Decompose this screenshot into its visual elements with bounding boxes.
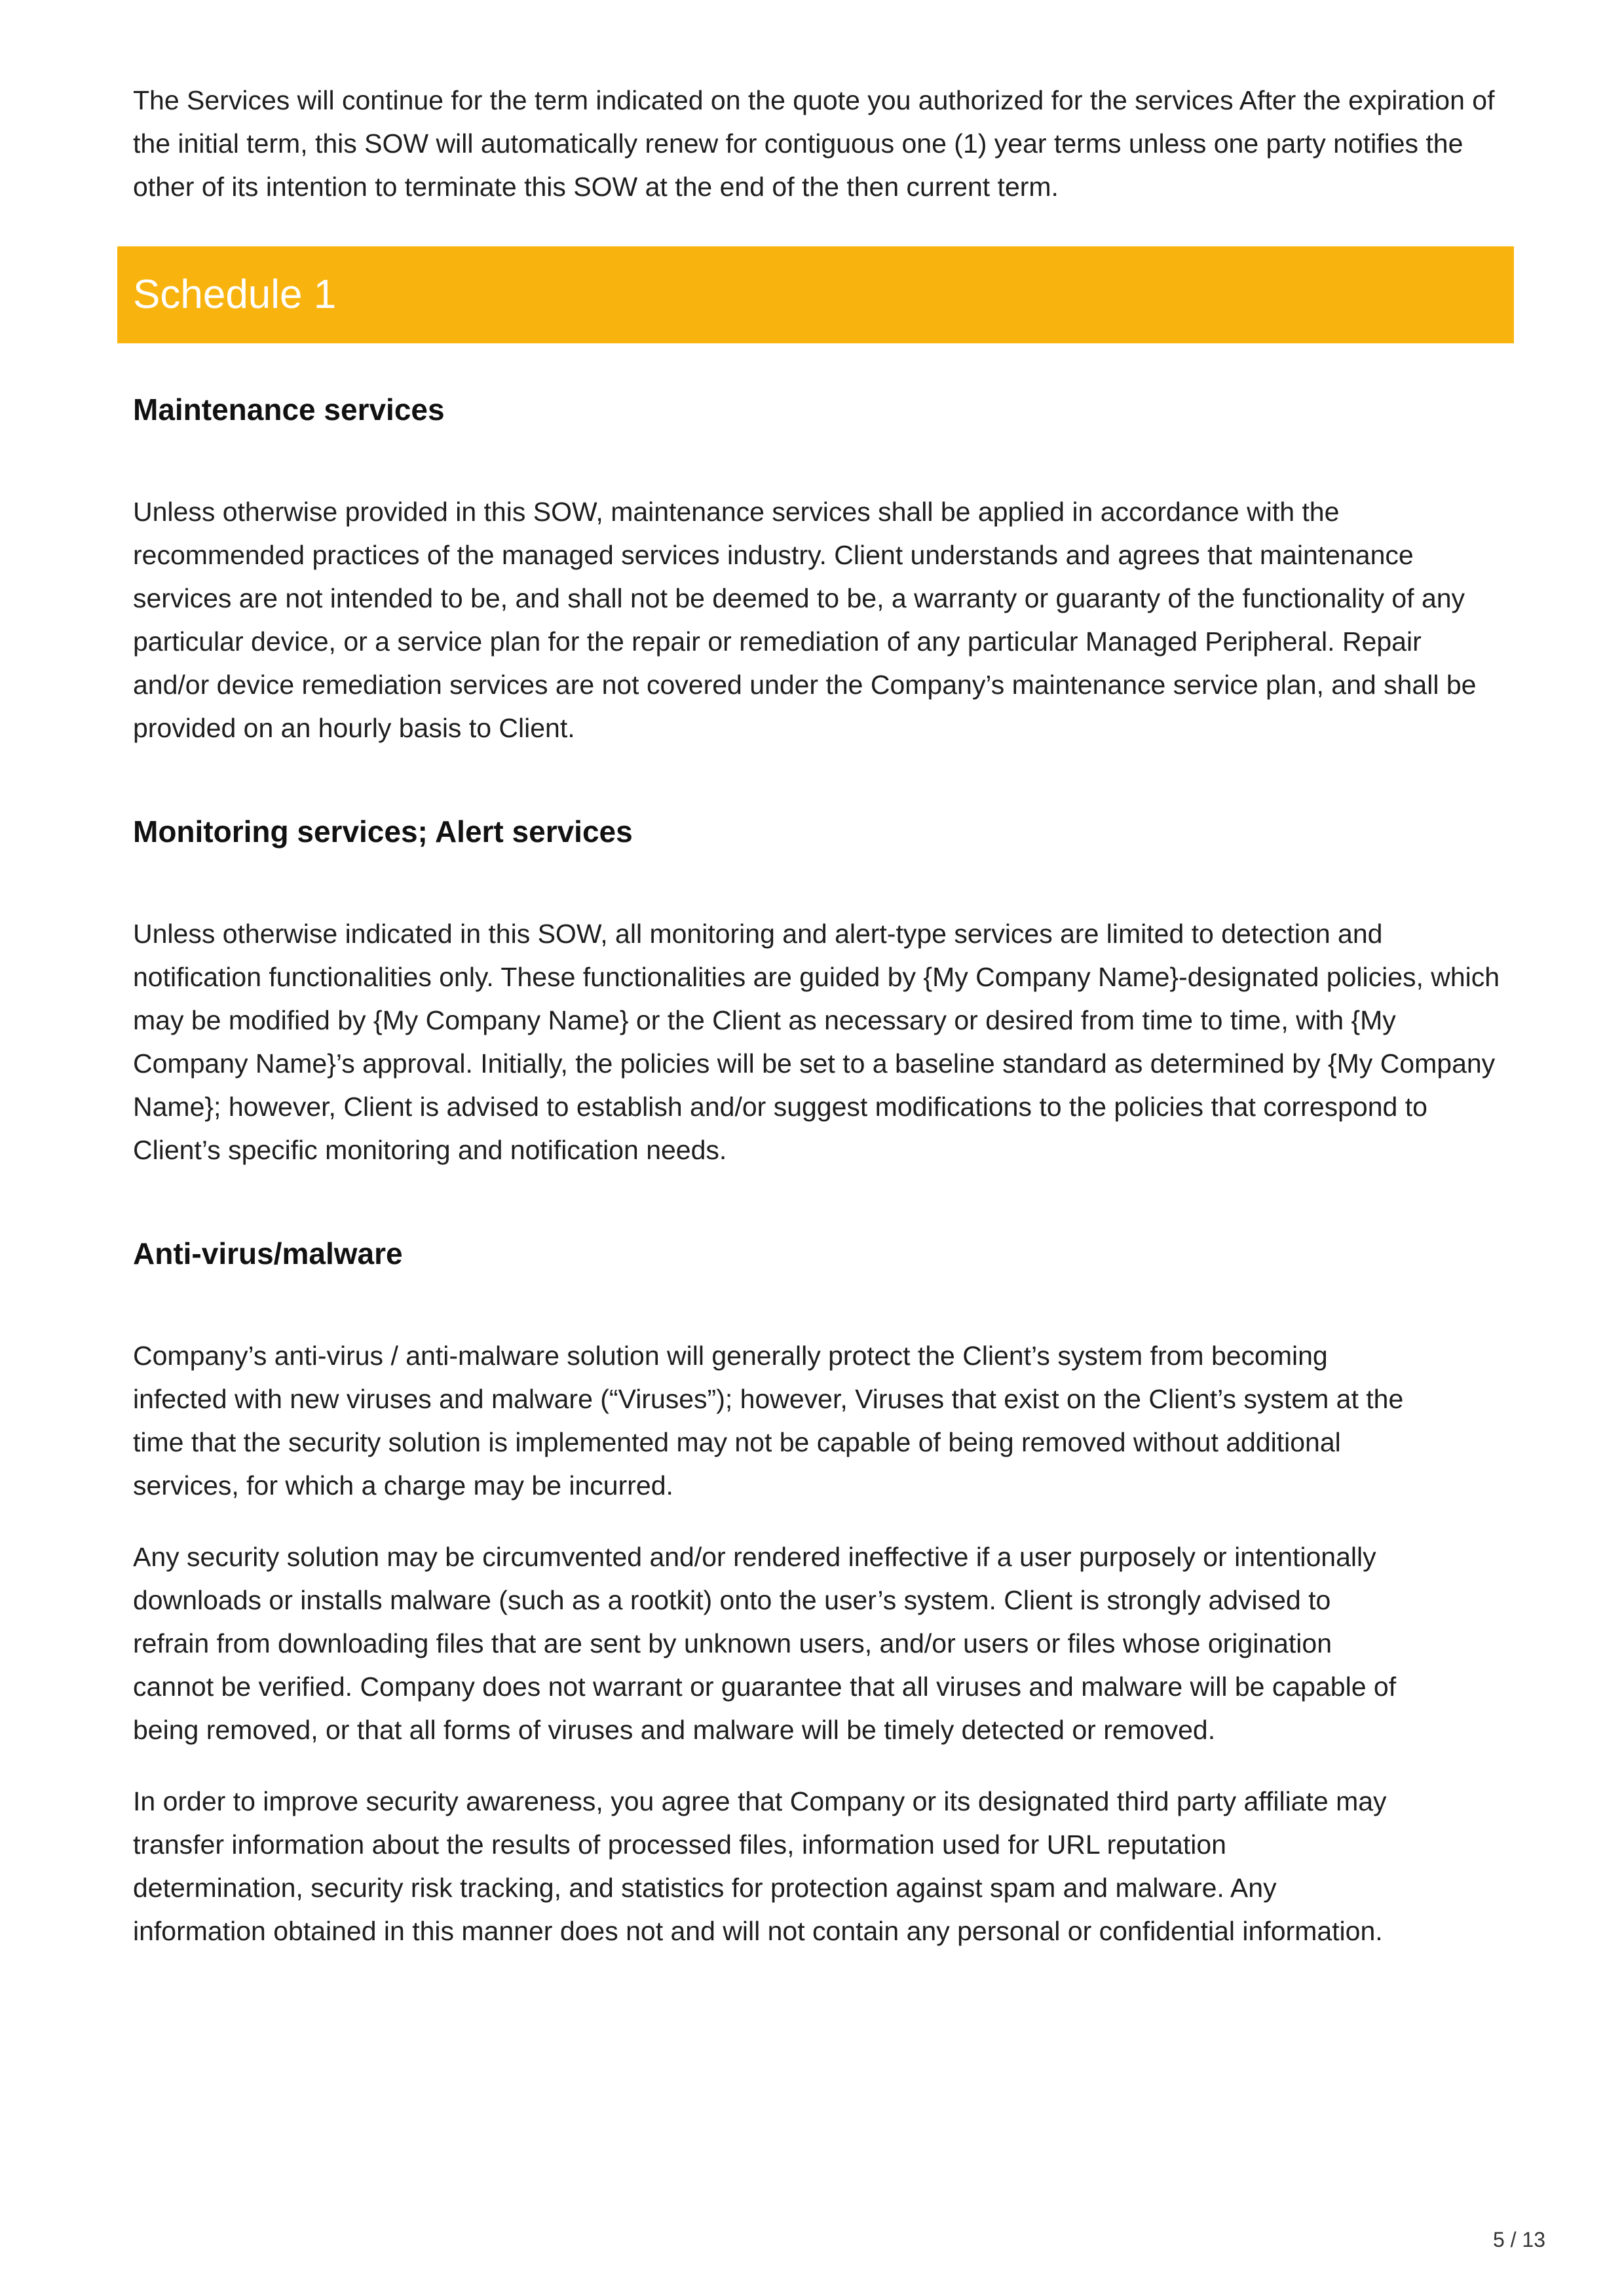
- antivirus-paragraph-2-block: [133, 1535, 1404, 1751]
- section-heading-maintenance: Maintenance services: [133, 392, 445, 427]
- intro-paragraph: The Services will continue for the term indicated on the quote you authorized for the services After the expiration of the initial term, this SOW will automatically renew for contiguous one (1) year terms unless one party notifies the other of its intention to terminate this SOW at the end of the then current term.: [133, 85, 1495, 202]
- antivirus-paragraph-3-block: [133, 1780, 1404, 1953]
- monitoring-paragraph: Unless otherwise indicated in this SOW, all monitoring and alert-type services are limited to detection and notification functionalities only. These functionalities are guided by {My Company Name}-designated policies, which may be modified by {My Company Name} or the Client as necessary or desired from time to time, with {My Company Name}’s approval. Initially, the policies will be set to a baseline standard as determined by {My Company Name}; however, Client is advised to establish and/or suggest modifications to the policies that correspond to Client’s specific monitoring and notification needs.: [133, 919, 1500, 1165]
- antivirus-paragraph: Company’s anti-virus / anti-malware solution will generally protect the Client’s system from becoming infected with new viruses and malware (“Viruses”); however, Viruses that exist on the Client’s system at the time that the security solution is implemented may not be capable of being removed without additional services, for which a charge may be incurred.: [133, 1341, 1404, 1501]
- page-number: 5 / 13: [1492, 2228, 1545, 2251]
- antivirus-paragraph: In order to improve security awareness, you agree that Company or its designated third party affiliate may transfer information about the results of processed files, information used for URL reputation determination, security risk tracking, and statistics for protection against spam and malware. Any information obtained in this manner does not and will not contain any personal or confidential information.: [133, 1786, 1387, 1946]
- maintenance-paragraph: Unless otherwise provided in this SOW, maintenance services shall be applied in accordance with the recommended practices of the managed services industry. Client understands and agrees that maintenance services are not intended to be, and shall not be deemed to be, a warranty or guaranty of the functionality of any particular device, or a service plan for the repair or remediation of any particular Managed Peripheral. Repair and/or device remediation services are not covered under the Company’s maintenance service plan, and shall be provided on an hourly basis to Client.: [133, 497, 1477, 743]
- section-body-monitoring: [133, 912, 1502, 1172]
- section-heading-monitoring: Monitoring services; Alert services: [133, 814, 633, 849]
- antivirus-paragraph: Any security solution may be circumvented and/or rendered ineffective if a user purposely or intentionally downloads or installs malware (such as a rootkit) onto the user’s system. Client is strongly advised to refrain from downloading files that are sent by unknown users, and/or users or files whose origination cannot be verified. Company does not warrant or guarantee that all viruses and malware will be capable of being removed, or that all forms of viruses and malware will be timely detected or removed.: [133, 1542, 1397, 1745]
- schedule-banner: [117, 246, 1514, 343]
- section-body-maintenance: [133, 490, 1502, 750]
- section-heading-antivirus: Anti-virus/malware: [133, 1236, 403, 1271]
- schedule-title: Schedule 1: [133, 272, 337, 317]
- intro-block: [133, 79, 1502, 208]
- antivirus-paragraph-1-block: [133, 1334, 1404, 1507]
